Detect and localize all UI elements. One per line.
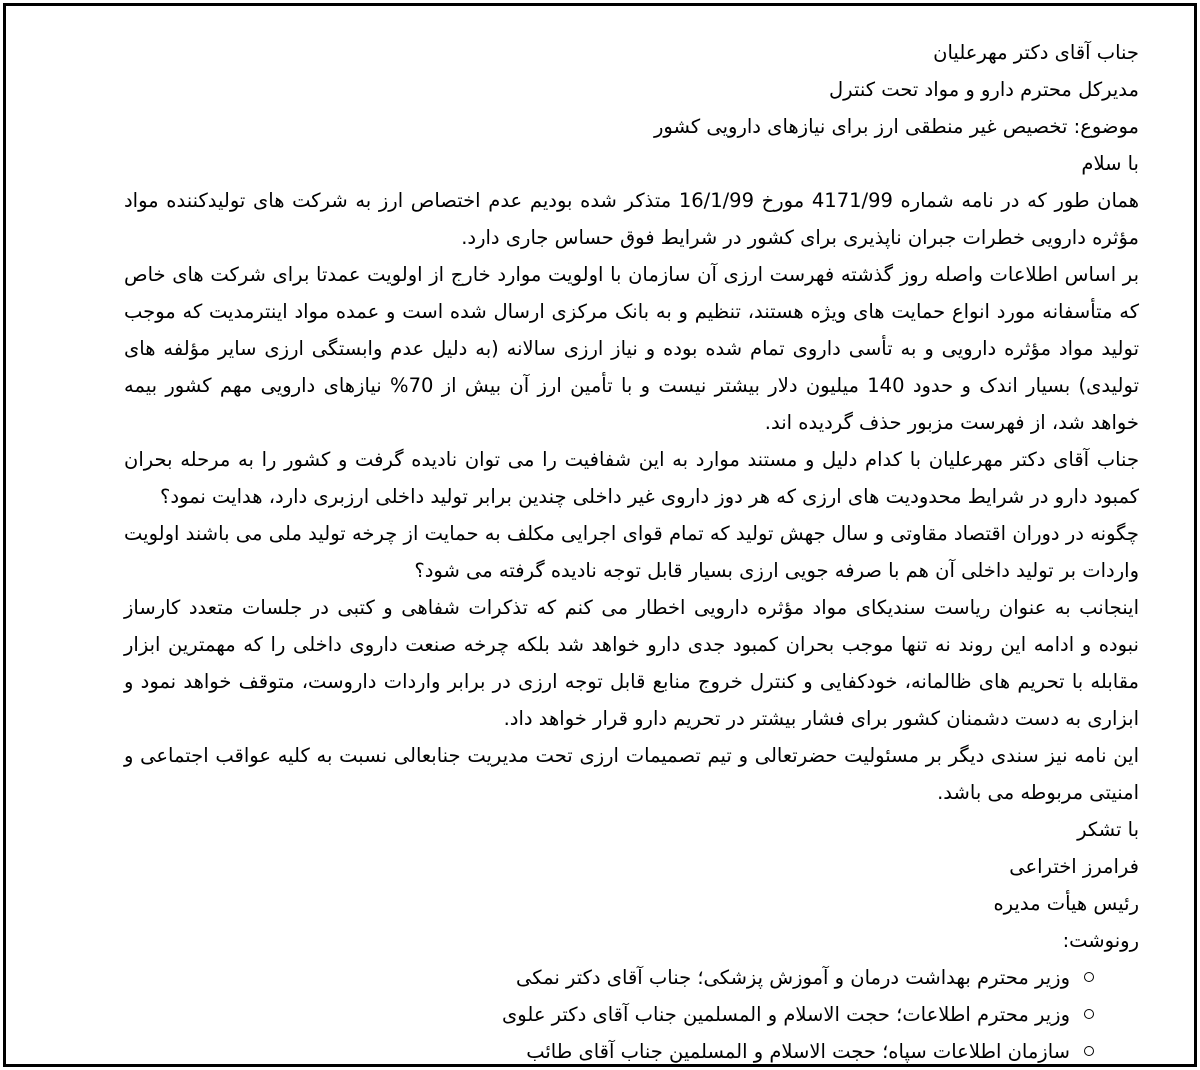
recipient-title: مدیرکل محترم دارو و مواد تحت کنترل <box>829 78 1139 101</box>
greeting: با سلام <box>1081 152 1139 175</box>
cc-label: رونوشت: <box>1062 929 1139 952</box>
list-item <box>124 959 1094 996</box>
document-frame <box>3 3 1197 1067</box>
circle-bullet-icon <box>1084 1046 1094 1056</box>
cc-item-text: وزیر محترم بهداشت درمان و آموزش پزشکی؛ جناب آقای دکتر نمکی <box>516 966 1070 989</box>
circle-bullet-icon <box>1084 1009 1094 1019</box>
paragraph-6: این نامه نیز سندی دیگر بر مسئولیت حضرتعالی و تیم تصمیمات ارزی تحت مدیریت جنابعالی نسبت به کلیه عواقب اجتماعی و امنیتی مربوطه می باشد. <box>124 744 1139 804</box>
cc-item-text: سازمان اطلاعات سپاه؛ حجت الاسلام و المسلمین جناب آقای طائب <box>526 1040 1070 1063</box>
signer-name: فرامرز اختراعی <box>1009 855 1139 878</box>
paragraph-1: همان طور که در نامه شماره 4171/99 مورخ 16/1/99 متذکر شده بودیم عدم اختصاص ارز به شرکت های تولیدکننده مواد مؤثره دارویی خطرات جبران ناپذیری برای کشور در شرایط فوق حساس جاری دارد. <box>124 189 1139 249</box>
paragraph-3: جناب آقای دکتر مهرعلیان با کدام دلیل و مستند موارد به این شفافیت را می توان نادیده گرفت و کشور را به مرحله بحران کمبود دارو در شرایط محدودیت های ارزی که هر دوز داروی غیر داخلی چندین برابر تولید داخلی ارزبری دارد، هدایت نمود؟ <box>124 448 1139 508</box>
letter-body <box>124 34 1139 1070</box>
recipient-name: جناب آقای دکتر مهرعلیان <box>933 41 1139 64</box>
paragraph-5: اینجانب به عنوان ریاست سندیکای مواد مؤثره دارویی اخطار می کنم که تذکرات شفاهی و کتبی در جلسات متعدد کارساز نبوده و ادامه این روند نه تنها موجب بحران کمبود جدی دارو خواهد شد بلکه چرخه صنعت داروی داخلی را که مهمترین ابزار مقابله با تحریم های ظالمانه، خودکفایی و کنترل خروج منابع قابل توجه ارزی در برابر واردات داروست، متوقف خواهد نمود و ابزاری به دست دشمنان کشور برای فشار بیشتر در تحریم دارو قرار خواهد داد. <box>124 596 1139 730</box>
paragraph-4: چگونه در دوران اقتصاد مقاوتی و سال جهش تولید که تمام قوای اجرایی مکلف به حمایت از چرخه تولید ملی می باشند اولویت واردات بر تولید داخلی آن هم با صرفه جویی ارزی بسیار قابل توجه نادیده گرفته می شود؟ <box>124 522 1139 582</box>
circle-bullet-icon <box>1084 972 1094 982</box>
letter-subject: موضوع: تخصیص غیر منطقی ارز برای نیازهای دارویی کشور <box>654 115 1139 138</box>
paragraph-2: بر اساس اطلاعات واصله روز گذشته فهرست ارزی آن سازمان با اولویت موارد خارج از اولویت عمدتا برای شرکت های خاص که متأسفانه مورد انواع حمایت های ویژه هستند، تنظیم و به بانک مرکزی ارسال شده است و عمده مواد اینترمدیت که موجب تولید مواد مؤثره دارویی و به تأسی داروی تمام شده بوده و نیاز ارزی سالانه (به دلیل عدم وابستگی ارزی سایر مؤلفه های تولیدی) بسیار اندک و حدود 140 میلیون دلار بیشتر نیست و با تأمین ارز آن بیش از 70% نیازهای دارویی مهم کشور بیمه خواهد شد، از فهرست مزبور حذف گردیده اند. <box>124 263 1139 434</box>
signer-title: رئیس هیأت مدیره <box>993 892 1139 915</box>
cc-item-text: وزیر محترم اطلاعات؛ حجت الاسلام و المسلمین جناب آقای دکتر علوی <box>502 1003 1070 1026</box>
list-item <box>124 996 1094 1033</box>
list-item <box>124 1033 1094 1070</box>
closing: با تشکر <box>1077 818 1139 841</box>
cc-list <box>124 959 1139 1070</box>
